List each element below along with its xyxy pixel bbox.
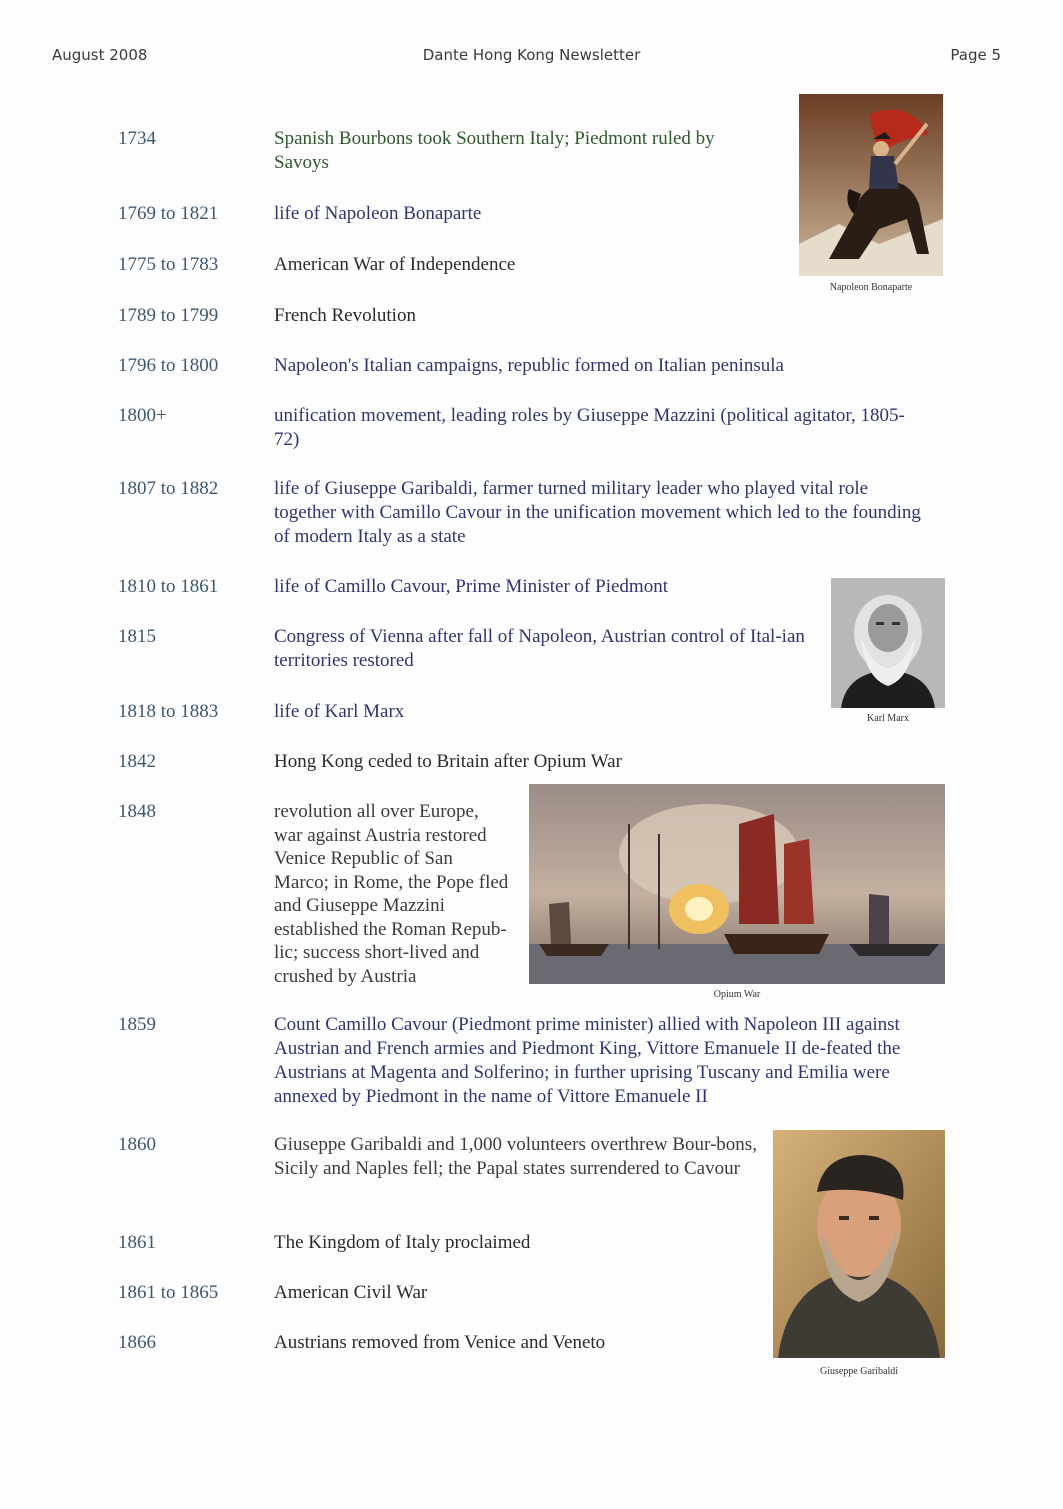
garibaldi-portrait	[773, 1130, 945, 1358]
timeline-event: life of Giuseppe Garibaldi, farmer turned military leader who played vital role together with Camillo Cavour in the unification movement which led to the founding of modern Italy as a state	[274, 478, 921, 547]
timeline-event: Austrians removed from Venice and Veneto	[274, 1332, 606, 1353]
timeline-year: 1815	[118, 626, 156, 647]
timeline-event: Giuseppe Garibaldi and 1,000 volunteers overthrew Bour-bons, Sicily and Naples fell; the Papal states surrendered to Cavour	[274, 1134, 757, 1179]
napoleon-painting	[799, 94, 943, 276]
timeline-event: American Civil War	[274, 1282, 428, 1303]
timeline-event: Congress of Vienna after fall of Napoleon, Austrian control of Ital-ian territories restored	[274, 626, 805, 671]
garibaldi-caption: Giuseppe Garibaldi	[819, 1366, 899, 1377]
timeline-year: 1818 to 1883	[118, 701, 219, 722]
timeline-year: 1848	[118, 801, 156, 822]
timeline-event: Spanish Bourbons took Southern Italy; Piedmont ruled by Savoys	[274, 128, 715, 173]
timeline-year: 1861	[118, 1232, 156, 1253]
header-date: August 2008	[52, 46, 148, 64]
timeline-year: 1810 to 1861	[118, 576, 219, 597]
timeline-event: unification movement, leading roles by Giuseppe Mazzini (political agitator, 1805-72)	[274, 405, 905, 450]
timeline-year: 1866	[118, 1332, 156, 1353]
timeline-year: 1734	[118, 128, 156, 149]
timeline-year: 1859	[118, 1014, 156, 1035]
napoleon-caption: Napoleon Bonaparte	[829, 282, 913, 293]
timeline-year: 1807 to 1882	[118, 478, 219, 499]
timeline-year: 1769 to 1821	[118, 203, 219, 224]
timeline-year: 1775 to 1783	[118, 254, 219, 275]
timeline-event: life of Napoleon Bonaparte	[274, 203, 482, 224]
timeline-event: The Kingdom of Italy proclaimed	[274, 1232, 531, 1253]
karl-marx-photo	[831, 578, 945, 708]
timeline-year: 1842	[118, 751, 156, 772]
timeline-year: 1796 to 1800	[118, 355, 219, 376]
opium-war-caption: Opium War	[713, 989, 761, 1000]
timeline-year: 1860	[118, 1134, 156, 1155]
timeline-event: American War of Independence	[274, 254, 516, 275]
timeline-year: 1800+	[118, 405, 167, 426]
timeline-event: Napoleon's Italian campaigns, republic formed on Italian peninsula	[274, 355, 784, 376]
timeline-event: revolution all over Europe, war against Austria restored Venice Republic of San Marco; in Rome, the Pope fled and Giuseppe Mazzini established the Roman Repub-lic; success short-lived and crushed by Austria	[274, 801, 509, 987]
timeline-event: life of Karl Marx	[274, 701, 405, 722]
opium-war-painting	[529, 784, 945, 984]
timeline-event: life of Camillo Cavour, Prime Minister of Piedmont	[274, 576, 668, 597]
timeline-year: 1861 to 1865	[118, 1282, 219, 1303]
header-page-number: Page 5	[950, 46, 1001, 64]
timeline-event: French Revolution	[274, 305, 416, 326]
timeline-event: Count Camillo Cavour (Piedmont prime minister) allied with Napoleon III against Austrian and French armies and Piedmont King, Vittore Emanuele II de-feated the Austrians at Magenta and Solferino; in further uprising Tuscany and Emilia were annexed by Piedmont in the name of Vittore Emanuele II	[274, 1014, 901, 1107]
header-title: Dante Hong Kong Newsletter	[422, 46, 641, 64]
timeline-year: 1789 to 1799	[118, 305, 219, 326]
timeline-event: Hong Kong ceded to Britain after Opium War	[274, 751, 622, 772]
karl-marx-caption: Karl Marx	[867, 713, 909, 724]
